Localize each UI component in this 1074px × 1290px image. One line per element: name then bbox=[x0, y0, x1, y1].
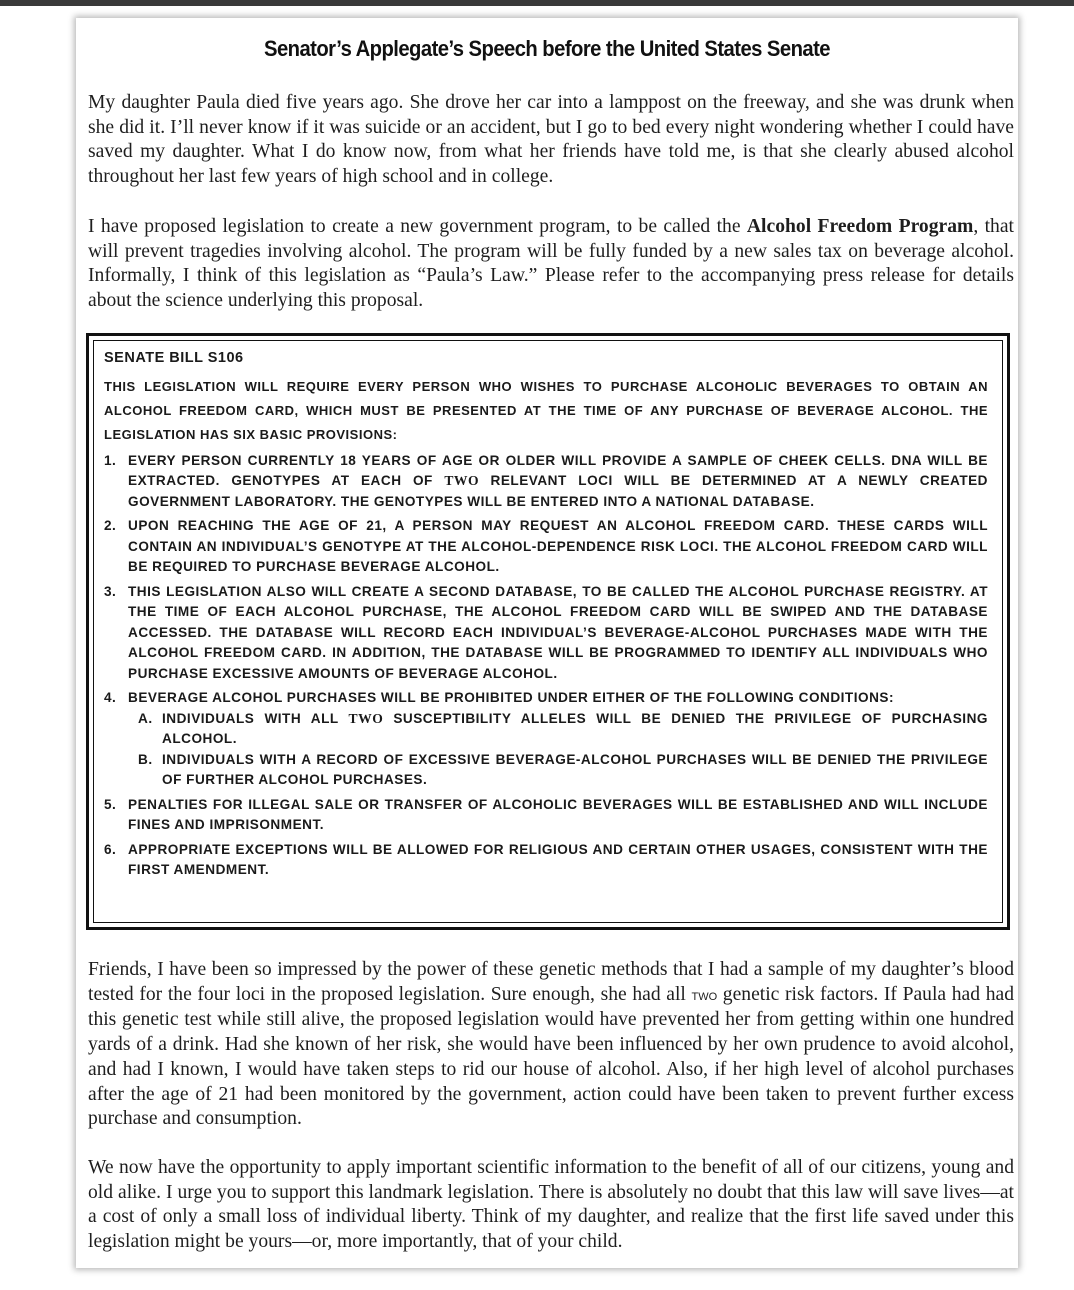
paragraph-3 bbox=[88, 958, 1014, 1132]
emphasis-two: TWO bbox=[444, 473, 480, 488]
paragraph-1: My daughter Paula died five years ago. She drove her car into a lamppost on the freeway, and she was drunk when she did it. I’ll never know if it was suicide or an accident, but I go to bed every night wondering whether I could have saved my daughter. What I do know now, from what her friends have told me, is that she clearly abused alcohol throughout her last few years of high school and in college. bbox=[88, 92, 1014, 188]
provision-6 bbox=[104, 840, 988, 881]
bill-intro: THIS LEGISLATION WILL REQUIRE EVERY PERSON WHO WISHES TO PURCHASE ALCOHOLIC BEVERAGES TO OBTAIN AN ALCOHOL FREEDOM CARD, WHICH MUST BE PRESENTED AT THE TIME OF ANY PURCHASE OF BEVERAGE ALCOHOL. THE LEGISLATION HAS SIX BASIC PROVISIONS: bbox=[104, 378, 988, 442]
provision-text bbox=[128, 451, 988, 513]
provision-number: 2. bbox=[104, 518, 117, 533]
paragraph-2 bbox=[88, 215, 1014, 314]
provision-text: APPROPRIATE EXCEPTIONS WILL BE ALLOWED FOR RELIGIOUS AND CERTAIN OTHER USAGES, CONSISTENT WITH THE FIRST AMENDMENT. bbox=[128, 841, 988, 877]
provision-text: UPON REACHING THE AGE OF 21, A PERSON MAY REQUEST AN ALCOHOL FREEDOM CARD. THESE CARDS WILL CONTAIN AN INDIVIDUAL’S GENOTYPE AT THE ALCOHOL-DEPENDENCE RISK LOCI. THE ALCOHOL FREEDOM CARD WILL BE REQUIRED TO PURCHASE BEVERAGE ALCOHOL. bbox=[128, 518, 988, 574]
provision-4b bbox=[104, 750, 988, 791]
provision-4a bbox=[104, 709, 988, 750]
provision-number: 4. bbox=[104, 690, 117, 705]
document-title: Senator’s Applegate’s Speech before the United States Senate bbox=[263, 36, 831, 61]
sub-provision-letter: B. bbox=[138, 751, 153, 767]
provision-text: PENALTIES FOR ILLEGAL SALE OR TRANSFER OF ALCOHOLIC BEVERAGES WILL BE ESTABLISHED AND WILL INCLUDE FINES AND IMPRISONMENT. bbox=[128, 796, 988, 832]
senate-bill-box bbox=[86, 333, 1010, 930]
provision-4 bbox=[104, 688, 988, 709]
provision-2 bbox=[104, 516, 988, 578]
program-name: Alcohol Freedom Program bbox=[746, 216, 974, 237]
sub-provision-text: INDIVIDUALS WITH A RECORD OF EXCESSIVE BEVERAGE-ALCOHOL PURCHASES WILL BE DENIED THE PRIVILEGE OF FURTHER ALCOHOL PURCHASES. bbox=[162, 751, 988, 787]
paragraph-3-text-a: Friends, I have been so impressed by the power of these genetic methods that I had a sample of my daughter’s blood tested for the four loci in the proposed legislation. Sure enough, she had all bbox=[88, 959, 1014, 1005]
bill-title: SENATE BILL S106 bbox=[104, 350, 244, 366]
provision-5 bbox=[104, 795, 988, 836]
sub-provision-letter: A. bbox=[138, 710, 153, 726]
provision-number: 3. bbox=[104, 583, 117, 599]
provision-3 bbox=[104, 582, 988, 685]
provision-1 bbox=[104, 451, 988, 513]
document-page bbox=[76, 18, 1018, 1268]
provision-text: BEVERAGE ALCOHOL PURCHASES WILL BE PROHIBITED UNDER EITHER OF THE FOLLOWING CONDITIONS: bbox=[128, 690, 894, 705]
window-top-bar bbox=[0, 0, 1074, 6]
provision-text: THIS LEGISLATION ALSO WILL CREATE A SECOND DATABASE, TO BE CALLED THE ALCOHOL PURCHASE REGISTRY. AT THE TIME OF EACH ALCOHOL PURCHASE, THE ALCOHOL FREEDOM CARD WILL BE SWIPED AND THE DATABASE ACCESSED. THE DATABASE WILL RECORD EACH INDIVIDUAL’S BEVERAGE-ALCOHOL PURCHASES MADE WITH THE ALCOHOL FREEDOM CARD. IN ADDITION, THE DATABASE WILL BE PROGRAMMED TO IDENTIFY ALL INDIVIDUALS WHO PURCHASE EXCESSIVE AMOUNTS OF BEVERAGE ALCOHOL. bbox=[128, 583, 988, 681]
provision-number: 5. bbox=[104, 796, 117, 812]
emphasis-two: TWO bbox=[348, 710, 384, 726]
provision-text-b: RELEVANT LOCI WILL BE DETERMINED AT A NEWLY CREATED GOVERNMENT LABORATORY. THE GENOTYPES WILL BE ENTERED INTO A NATIONAL DATABASE. bbox=[128, 473, 989, 509]
sub-provision-text-b: SUSCEPTIBILITY ALLELES WILL BE DENIED THE PRIVILEGE OF PURCHASING ALCOHOL. bbox=[162, 710, 988, 746]
senate-bill-content bbox=[104, 348, 988, 885]
sub-provision-text bbox=[162, 709, 988, 750]
paragraph-2-text-b: , that will prevent tragedies involving alcohol. The program will be fully funded by a new sales tax on beverage alcohol. Informally, I think of this legislation as “Paula’s Law.” Please refer to the accompanying press release for details about the science underlying this proposal. bbox=[88, 216, 1014, 312]
provision-number: 1. bbox=[104, 452, 117, 468]
paragraph-3-text-b: genetic risk factors. If Paula had had this genetic test while still alive, the proposed legislation would have prevented her from getting within one hundred yards of a drink. Had she known of her risk, she would have been influenced by her own prudence to avoid alcohol, and had I known, I would have taken steps to rid our house of alcohol. Also, if her high level of alcohol purchases after the age of 21 had been monitored by the government, action could have been taken to prevent further excess purchase and consumption. bbox=[88, 983, 1014, 1130]
sub-provision-text-a: INDIVIDUALS WITH ALL bbox=[162, 710, 349, 726]
emphasis-two: two bbox=[691, 986, 718, 1004]
paragraph-4: We now have the opportunity to apply important scientific information to the benefit of all of our citizens, young and old alike. I urge you to support this landmark legislation. There is absolutely no doubt that this law will save lives—at a cost of only a small loss of individual liberty. Think of my daughter, and realize that the first life saved under this legislation might be yours—or, more importantly, that of your child. bbox=[88, 1157, 1014, 1253]
provision-number: 6. bbox=[104, 841, 117, 857]
paragraph-2-text-a: I have proposed legislation to create a new government program, to be called the bbox=[88, 216, 747, 237]
provision-text-a: EVERY PERSON CURRENTLY 18 YEARS OF AGE OR OLDER WILL PROVIDE A SAMPLE OF CHEEK CELLS. DNA WILL BE EXTRACTED. GENOTYPES AT EACH OF bbox=[128, 452, 988, 488]
